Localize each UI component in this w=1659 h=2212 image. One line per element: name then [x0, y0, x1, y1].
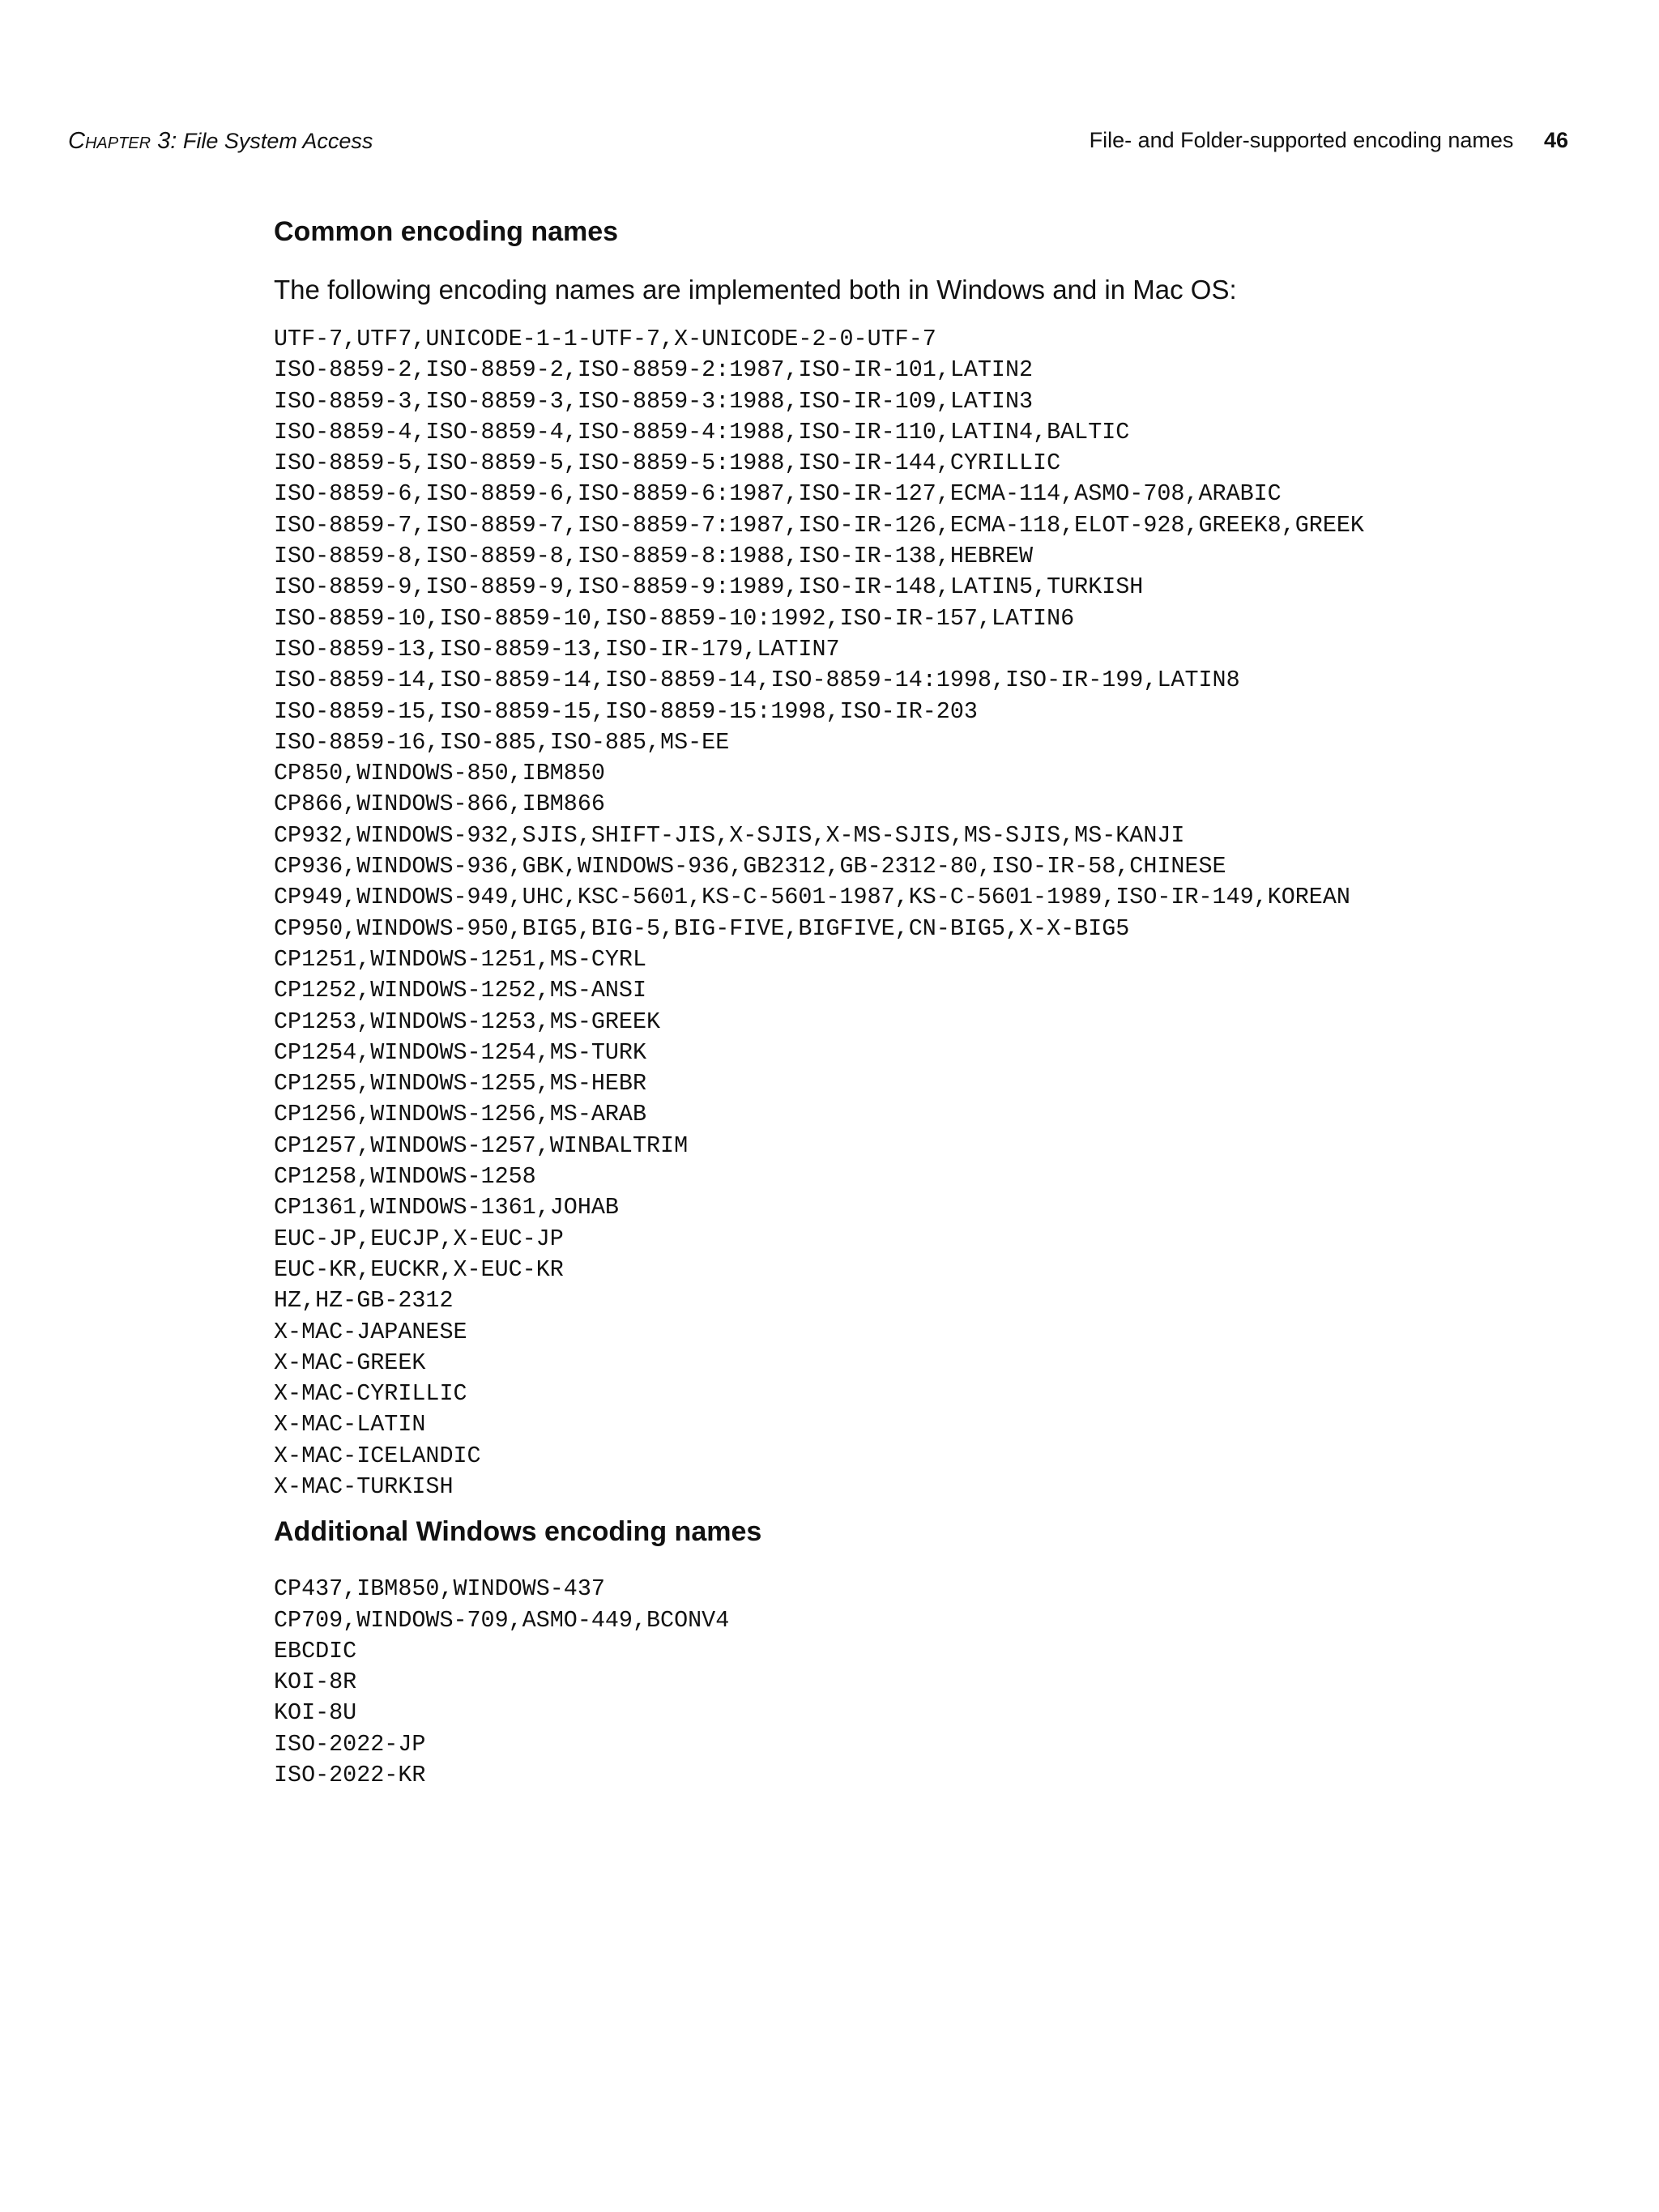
encoding-line: EUC-JP,EUCJP,X-EUC-JP — [274, 1225, 564, 1252]
common-encodings-intro: The following encoding names are implemented both in Windows and in Mac OS: — [274, 275, 1237, 305]
encoding-line: ISO-8859-9,ISO-8859-9,ISO-8859-9:1989,ISO-IR-148,LATIN5,TURKISH — [274, 573, 1144, 601]
encoding-line: ISO-8859-5,ISO-8859-5,ISO-8859-5:1988,ISO-IR-144,CYRILLIC — [274, 450, 1061, 477]
encoding-line: CP950,WINDOWS-950,BIG5,BIG-5,BIG-FIVE,BIGFIVE,CN-BIG5,X-X-BIG5 — [274, 914, 1130, 942]
page-content — [274, 214, 1570, 1791]
header-section — [1090, 128, 1568, 153]
encoding-line: CP1257,WINDOWS-1257,WINBALTRIM — [274, 1132, 689, 1159]
encoding-line: ISO-8859-14,ISO-8859-14,ISO-8859-14,ISO-8859-14:1998,ISO-IR-199,LATIN8 — [274, 667, 1240, 694]
encoding-line: HZ,HZ-GB-2312 — [274, 1287, 454, 1315]
encoding-line: CP437,IBM850,WINDOWS-437 — [274, 1575, 605, 1603]
encoding-line: KOI-8R — [274, 1669, 357, 1696]
encoding-line: ISO-8859-7,ISO-8859-7,ISO-8859-7:1987,ISO-IR-126,ECMA-118,ELOT-928,GREEK8,GREEK — [274, 511, 1364, 539]
encoding-line: CP709,WINDOWS-709,ASMO-449,BCONV4 — [274, 1606, 730, 1634]
encoding-line: ISO-8859-6,ISO-8859-6,ISO-8859-6:1987,ISO-IR-127,ECMA-114,ASMO-708,ARABIC — [274, 480, 1282, 508]
encoding-line: CP1255,WINDOWS-1255,MS-HEBR — [274, 1070, 647, 1097]
encoding-line: ISO-8859-16,ISO-885,ISO-885,MS-EE — [274, 728, 730, 756]
encoding-line: X-MAC-ICELANDIC — [274, 1442, 481, 1469]
header-chapter-label: Chapter 3: — [68, 128, 177, 154]
header-chapter-title — [68, 128, 373, 155]
encoding-line: CP1256,WINDOWS-1256,MS-ARAB — [274, 1101, 647, 1128]
encoding-line: ISO-8859-15,ISO-8859-15,ISO-8859-15:1998,ISO-IR-203 — [274, 697, 978, 725]
encoding-line: CP936,WINDOWS-936,GBK,WINDOWS-936,GB2312,GB-2312-80,ISO-IR-58,CHINESE — [274, 853, 1226, 880]
encoding-line: CP1253,WINDOWS-1253,MS-GREEK — [274, 1008, 661, 1035]
encoding-line: ISO-2022-JP — [274, 1730, 426, 1758]
encoding-line: CP866,WINDOWS-866,IBM866 — [274, 791, 605, 818]
encoding-line: X-MAC-JAPANESE — [274, 1318, 467, 1345]
encoding-line: CP1361,WINDOWS-1361,JOHAB — [274, 1194, 619, 1221]
encoding-line: CP1254,WINDOWS-1254,MS-TURK — [274, 1038, 647, 1066]
windows-encodings-heading: Additional Windows encoding names — [274, 1516, 762, 1548]
encoding-line: ISO-8859-3,ISO-8859-3,ISO-8859-3:1988,ISO-IR-109,LATIN3 — [274, 387, 1034, 415]
encoding-line: ISO-8859-2,ISO-8859-2,ISO-8859-2:1987,ISO-IR-101,LATIN2 — [274, 356, 1034, 384]
encoding-line: ISO-8859-10,ISO-8859-10,ISO-8859-10:1992,ISO-IR-157,LATIN6 — [274, 604, 1075, 632]
encoding-line: ISO-2022-KR — [274, 1762, 426, 1789]
encoding-line: X-MAC-TURKISH — [274, 1473, 454, 1500]
encoding-line: CP932,WINDOWS-932,SJIS,SHIFT-JIS,X-SJIS,X-MS-SJIS,MS-SJIS,MS-KANJI — [274, 821, 1185, 849]
encoding-line: CP949,WINDOWS-949,UHC,KSC-5601,KS-C-5601-1987,KS-C-5601-1989,ISO-IR-149,KOREAN — [274, 884, 1350, 911]
encoding-line: EBCDIC — [274, 1637, 357, 1664]
encoding-line: X-MAC-GREEK — [274, 1349, 426, 1376]
header-chapter-name: File System Access — [182, 129, 373, 153]
encoding-line: ISO-8859-4,ISO-8859-4,ISO-8859-4:1988,ISO-IR-110,LATIN4,BALTIC — [274, 418, 1130, 445]
common-encodings-heading: Common encoding names — [274, 216, 619, 247]
encoding-line: ISO-8859-13,ISO-8859-13,ISO-IR-179,LATIN7 — [274, 635, 840, 663]
encoding-line: CP850,WINDOWS-850,IBM850 — [274, 760, 605, 787]
encoding-line: UTF-7,UTF7,UNICODE-1-1-UTF-7,X-UNICODE-2-0-UTF-7 — [274, 326, 936, 352]
encoding-line: CP1251,WINDOWS-1251,MS-CYRL — [274, 945, 647, 973]
encoding-line: X-MAC-CYRILLIC — [274, 1380, 467, 1408]
header-section-title: File- and Folder-supported encoding names — [1089, 128, 1514, 152]
windows-encodings-list — [274, 1574, 1570, 1791]
encoding-line: CP1252,WINDOWS-1252,MS-ANSI — [274, 977, 647, 1004]
encoding-line: ISO-8859-8,ISO-8859-8,ISO-8859-8:1988,ISO-IR-138,HEBREW — [274, 543, 1034, 570]
encoding-line: EUC-KR,EUCKR,X-EUC-KR — [274, 1255, 564, 1283]
running-header — [68, 128, 1568, 160]
encoding-line: KOI-8U — [274, 1699, 357, 1727]
encoding-line: X-MAC-LATIN — [274, 1411, 426, 1438]
encoding-line: CP1258,WINDOWS-1258 — [274, 1163, 536, 1191]
common-encodings-list — [274, 324, 1570, 1502]
page-number: 46 — [1543, 128, 1568, 152]
